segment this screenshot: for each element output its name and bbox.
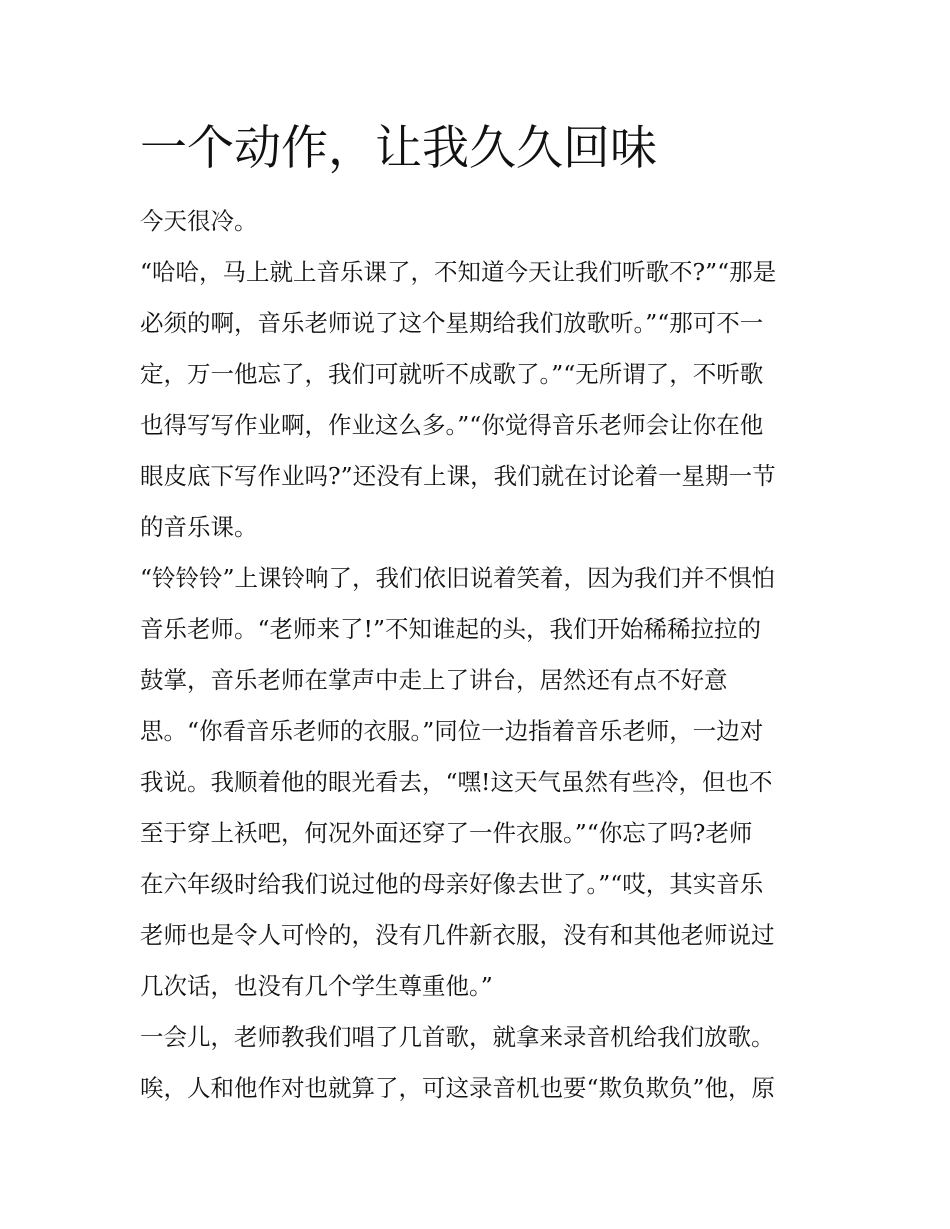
body-line: 眼皮底下写作业吗?”还没有上课，我们就在讨论着一星期一节 [140, 462, 776, 490]
body-line: “铃铃铃”上课铃响了，我们依旧说着笑着，因为我们并不惧怕 [140, 564, 776, 592]
body-line: 必须的啊，音乐老师说了这个星期给我们放歌听。”“那可不一 [140, 309, 764, 337]
document-title: 一个动作，让我久久回味 [140, 121, 657, 176]
body-line: 在六年级时给我们说过他的母亲好像去世了。”“哎，其实音乐 [140, 870, 764, 898]
body-line: 音乐老师。“老师来了!”不知谁起的头，我们开始稀稀拉拉的 [140, 615, 761, 643]
document-body [140, 196, 812, 1114]
body-line: 我说。我顺着他的眼光看去，“嘿!这天气虽然有些冷，但也不 [140, 768, 773, 796]
body-line: 也得写写作业啊，作业这么多。”“你觉得音乐老师会让你在他 [140, 411, 764, 439]
body-line: 的音乐课。 [140, 513, 258, 541]
body-line: 老师也是令人可怜的，没有几件新衣服，没有和其他老师说过 [140, 921, 775, 949]
body-line: 鼓掌，音乐老师在掌声中走上了讲台，居然还有点不好意 [140, 666, 728, 694]
body-line: 几次话，也没有几个学生尊重他。” [140, 972, 493, 1000]
body-line: 定，万一他忘了，我们可就听不成歌了。”“无所谓了，不听歌 [140, 360, 764, 388]
body-line: 今天很冷。 [140, 207, 258, 235]
document-page [140, 112, 812, 1114]
body-line: 至于穿上袄吧，何况外面还穿了一件衣服。”“你忘了吗?老师 [140, 819, 753, 847]
body-line: 思。“你看音乐老师的衣服。”同位一边指着音乐老师，一边对 [140, 717, 764, 745]
body-line: 唉，人和他作对也就算了，可这录音机也要“欺负欺负”他，原 [140, 1074, 776, 1102]
body-line: 一会儿，老师教我们唱了几首歌，就拿来录音机给我们放歌。 [140, 1023, 775, 1051]
body-line: “哈哈，马上就上音乐课了，不知道今天让我们听歌不?”“那是 [140, 258, 777, 286]
